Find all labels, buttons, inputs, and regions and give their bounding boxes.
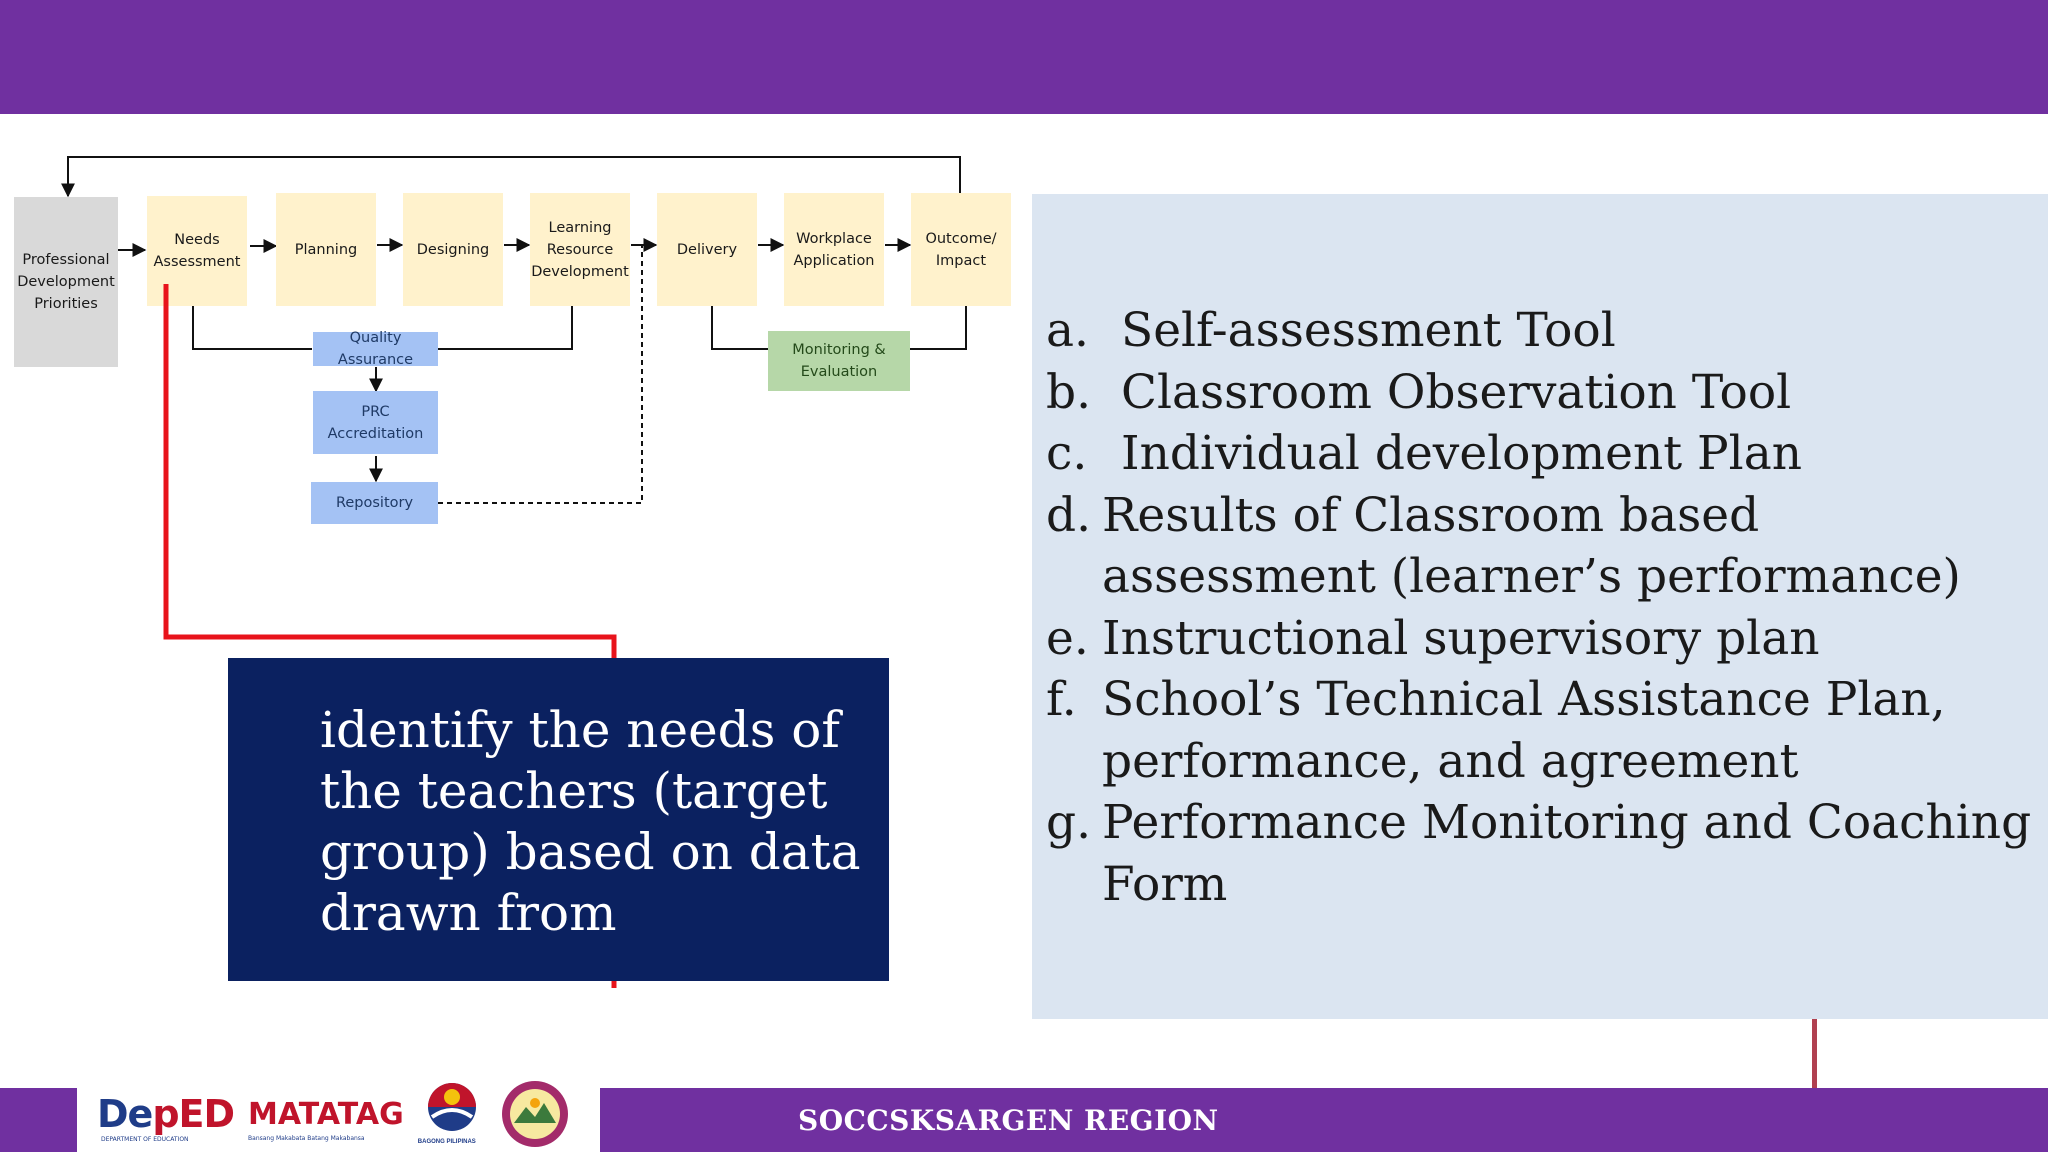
node-workplace-application: Workplace Application <box>784 193 884 306</box>
bagong-pilipinas-emblem-icon <box>418 1079 486 1139</box>
line-outcome-monitoring <box>910 306 966 349</box>
bottom-banner-left <box>0 1088 77 1152</box>
node-designing: Designing <box>403 193 503 306</box>
node-repository: Repository <box>311 482 438 524</box>
list-item: g. Performance Monitoring and Coaching Form <box>1046 795 2032 912</box>
region-name: SOCCSKSARGEN REGION <box>798 1103 1219 1137</box>
node-needs-assessment: Needs Assessment <box>147 196 247 306</box>
bagong-pilipinas-logo: BAGONG PILIPINAS <box>418 1079 486 1149</box>
node-delivery: Delivery <box>657 193 757 306</box>
region-banner <box>600 1088 2048 1152</box>
matatag-logo: MATATAG Bansang Makabata Batang Makabansa <box>248 1096 404 1142</box>
list-item: c. Individual development Plan <box>1046 426 1802 481</box>
list-item: a. Self-assessment Tool <box>1046 303 1616 358</box>
region-seal-icon <box>500 1079 570 1149</box>
callout-text: identify the needs of the teachers (target group) based on data drawn from <box>320 701 861 942</box>
node-professional-development-priorities: Professional Development Priorities <box>14 197 118 367</box>
node-prc-accreditation: PRC Accreditation <box>313 391 438 454</box>
data-sources-list <box>1046 300 2046 915</box>
list-item: f. School’s Technical Assistance Plan, performance, and agreement <box>1046 672 1946 789</box>
list-item: b. Classroom Observation Tool <box>1046 364 1792 420</box>
node-monitoring-evaluation: Monitoring & Evaluation <box>768 331 910 391</box>
list-item: d. Results of Classroom based assessment (learner’s performance) <box>1046 487 1961 604</box>
callout-box <box>228 658 889 981</box>
node-planning: Planning <box>276 193 376 306</box>
deped-logo: DepED DEPARTMENT OF EDUCATION <box>97 1092 235 1143</box>
node-learning-resource-development: Learning Resource Development <box>530 193 630 306</box>
logo-strip <box>77 1076 599 1152</box>
node-quality-assurance: Quality Assurance <box>313 332 438 366</box>
node-outcome-impact: Outcome/ Impact <box>911 193 1011 306</box>
list-item: e. Instructional supervisory plan <box>1046 610 1820 666</box>
